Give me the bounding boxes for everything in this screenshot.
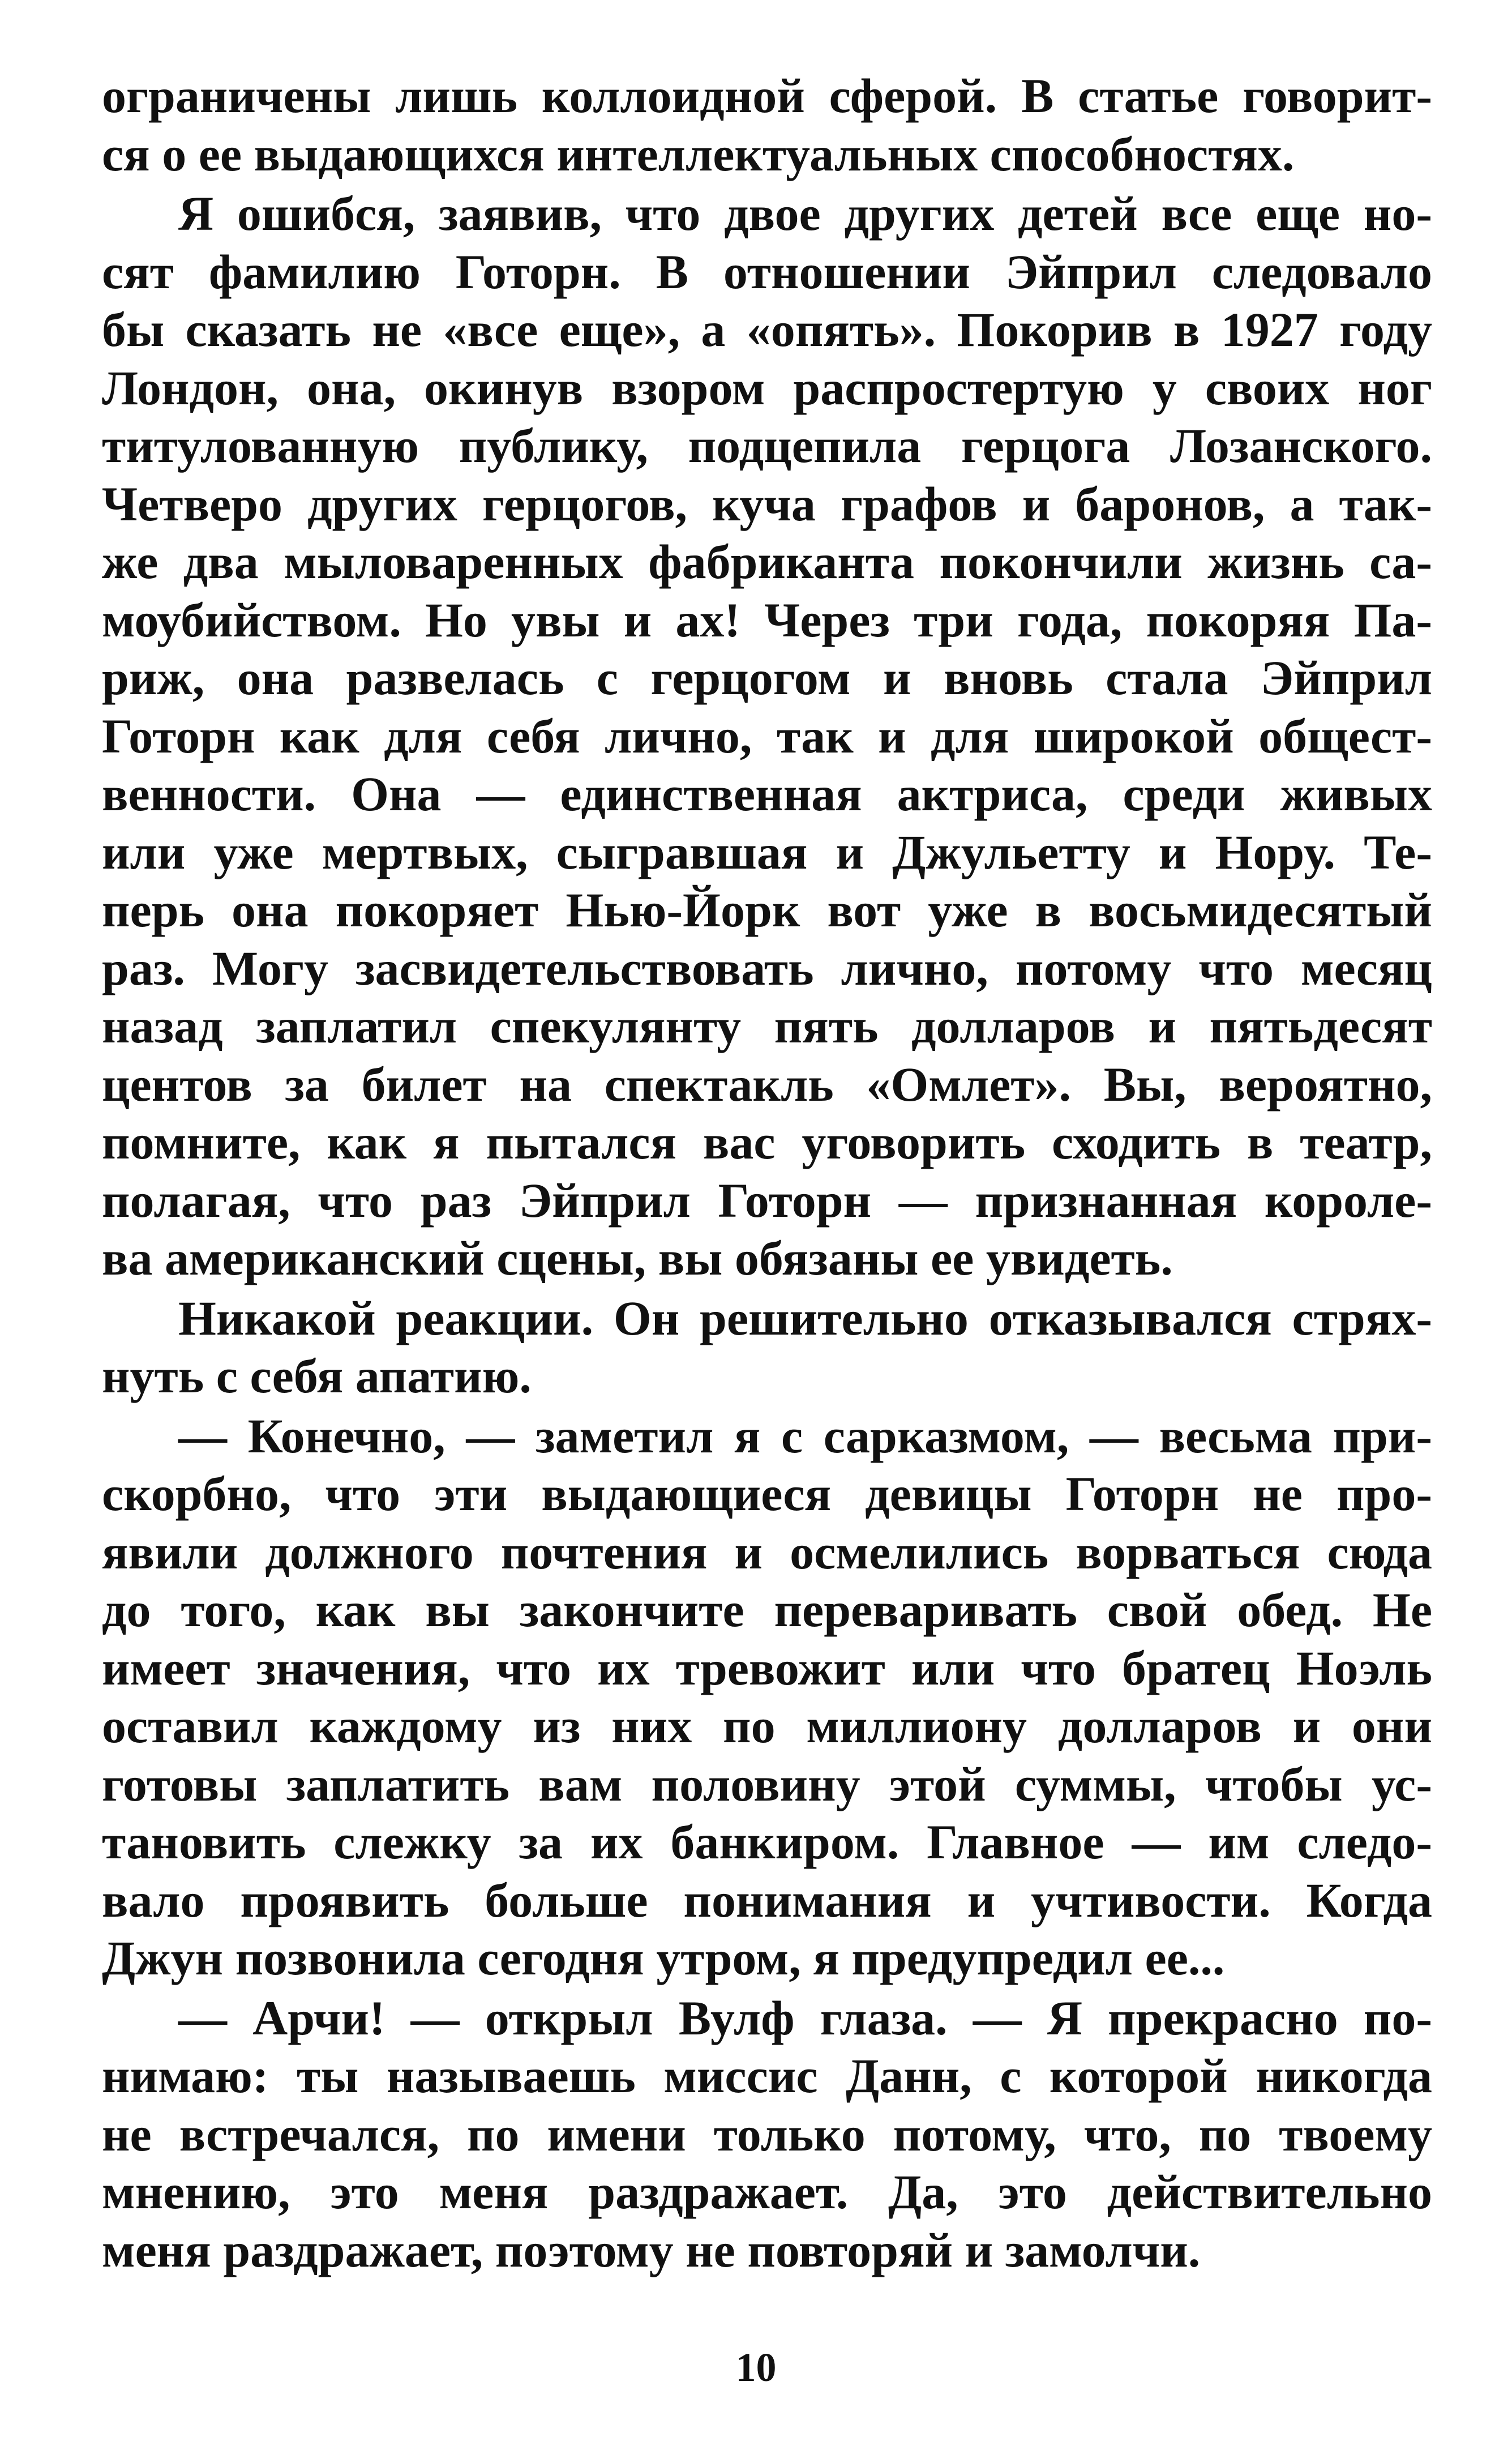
text-line: раз. Могу засвидетельствовать лично, потому что месяц (102, 940, 1432, 995)
paragraph (102, 185, 1432, 1288)
text-line: Лондон, она, окинув взором распростертую у своих ног (102, 360, 1432, 415)
text-line: ограничены лишь коллоидной сферой. В статье говорит- (102, 69, 1432, 123)
text-line: не встречался, по имени только потому, что, по твоему (102, 2106, 1432, 2161)
text-line: явили должного почтения и осмелились ворваться сюда (102, 1524, 1432, 1579)
text-line: готовы заплатить вам половину этой суммы, чтобы ус- (102, 1756, 1432, 1811)
paragraph (102, 1407, 1432, 1987)
text-line: Я ошибся, заявив, что двое других детей все еще но- (178, 186, 1432, 241)
text-line: нуть с себя апатию. (102, 1349, 532, 1403)
paragraph (102, 1289, 1432, 1405)
text-line: назад заплатил спекулянту пять долларов и пятьдесят (102, 999, 1432, 1053)
text-line: бы сказать не «все еще», а «опять». Покорив в 1927 году (102, 302, 1432, 357)
paragraph (102, 67, 1432, 183)
text-line: меня раздражает, поэтому не повторяй и замолчи. (102, 2222, 1201, 2277)
text-line: — Конечно, — заметил я с сарказмом, — весьма при- (178, 1408, 1432, 1463)
text-line: же два мыловаренных фабриканта покончили жизнь са- (102, 535, 1432, 589)
text-line: Никакой реакции. Он решительно отказывался стрях- (178, 1290, 1432, 1345)
text-line: Готорн как для себя лично, так и для широкой общест- (102, 708, 1432, 763)
text-line: риж, она развелась с герцогом и вновь стала Эйприл (102, 651, 1432, 705)
text-line: имеет значения, что их тревожит или что братец Ноэль (102, 1640, 1432, 1695)
text-line: — Арчи! — открыл Вулф глаза. — Я прекрасно по- (178, 1990, 1432, 2045)
text-line: Четверо других герцогов, куча графов и баронов, а так- (102, 476, 1432, 531)
text-line: скорбно, что эти выдающиеся девицы Готорн не про- (102, 1467, 1432, 1521)
text-line: сят фамилию Готорн. В отношении Эйприл следовало (102, 244, 1432, 299)
text-line: венности. Она — единственная актриса, среди живых (102, 767, 1432, 821)
text-line: до того, как вы закончите переваривать свой обед. Не (102, 1583, 1432, 1637)
text-line: титулованную публику, подцепила герцога Лозанского. (102, 418, 1432, 473)
text-line: ва американский сцены, вы обязаны ее увидеть. (102, 1231, 1173, 1285)
page-text (102, 67, 1432, 2279)
paragraph (102, 1989, 1432, 2280)
text-line: Джун позвонила сегодня утром, я предупредил ее... (102, 1931, 1225, 1985)
text-line: мнению, это меня раздражает. Да, это действительно (102, 2165, 1432, 2219)
text-line: перь она покоряет Нью-Йорк вот уже в восьмидесятый (102, 883, 1432, 937)
text-line: помните, как я пытался вас уговорить сходить в театр, (102, 1115, 1432, 1169)
text-line: ся о ее выдающихся интеллектуальных способностях. (102, 126, 1295, 181)
text-line: или уже мертвых, сыгравшая и Джульетту и Нору. Те- (102, 824, 1432, 879)
text-line: моубийством. Но увы и ах! Через три года, покоряя Па- (102, 592, 1432, 647)
text-line: полагая, что раз Эйприл Готорн — признанная короле- (102, 1173, 1432, 1228)
text-line: тановить слежку за их банкиром. Главное — им следо- (102, 1815, 1432, 1869)
text-line: центов за билет на спектакль «Омлет». Вы, вероятно, (102, 1057, 1432, 1111)
text-line: нимаю: ты называешь миссис Данн, с которой никогда (102, 2049, 1432, 2103)
text-line: вало проявить больше понимания и учтивости. Когда (102, 1872, 1432, 1927)
text-line: оставил каждому из них по миллиону долларов и они (102, 1699, 1432, 1753)
page-number: 10 (735, 2345, 777, 2390)
